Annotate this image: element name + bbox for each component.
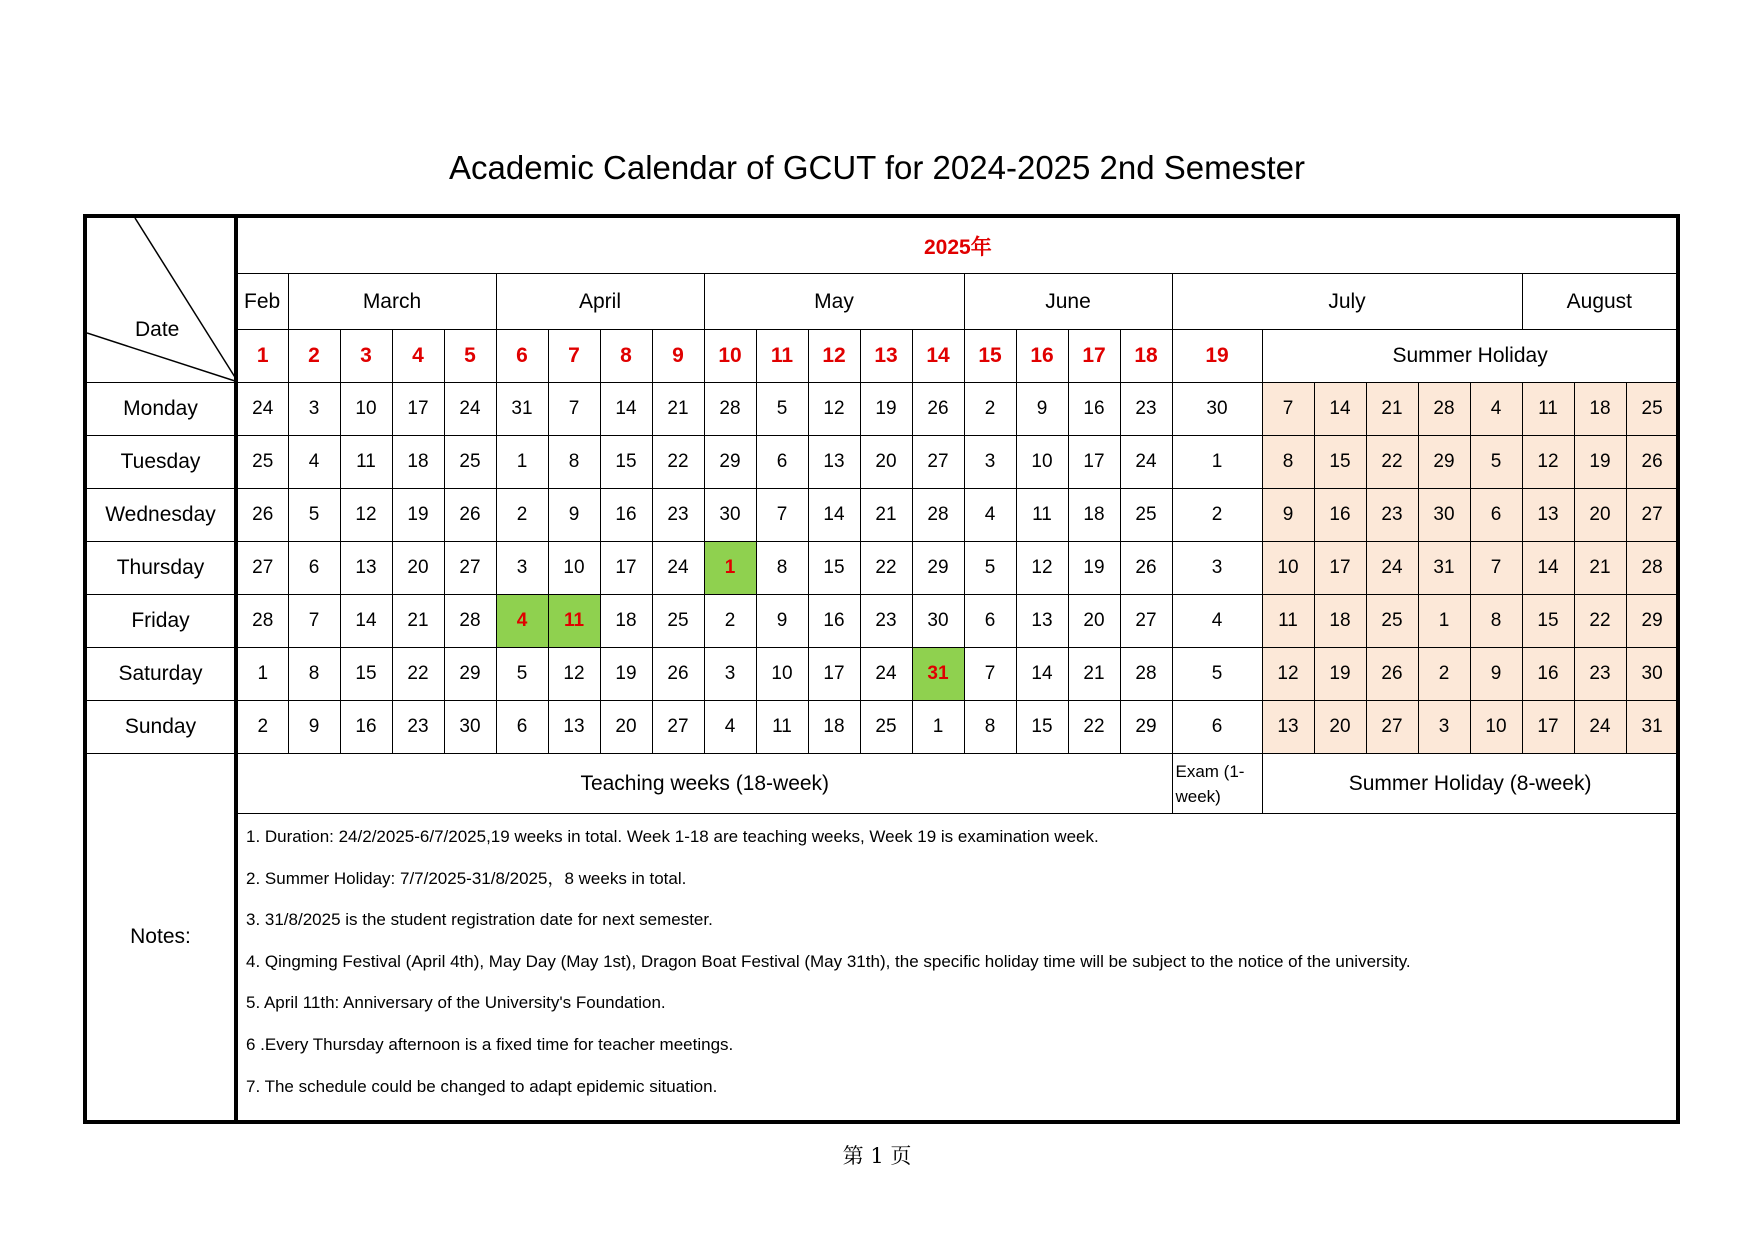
date-cell: 31 <box>1626 701 1678 754</box>
date-cell: 3 <box>964 436 1016 489</box>
date-cell: 16 <box>340 701 392 754</box>
date-cell: 2 <box>964 383 1016 436</box>
date-cell: 11 <box>340 436 392 489</box>
date-cell: 23 <box>1366 489 1418 542</box>
date-cell: 24 <box>652 542 704 595</box>
date-cell: 2 <box>236 701 288 754</box>
date-cell: 6 <box>288 542 340 595</box>
date-cell: 7 <box>548 383 600 436</box>
date-cell: 14 <box>340 595 392 648</box>
date-cell: 15 <box>1016 701 1068 754</box>
date-cell: 18 <box>808 701 860 754</box>
day-row-sunday <box>85 701 1678 754</box>
day-name: Monday <box>85 383 236 436</box>
date-cell: 21 <box>1068 648 1120 701</box>
week-number: 14 <box>912 330 964 383</box>
date-cell: 30 <box>444 701 496 754</box>
week-number: 8 <box>600 330 652 383</box>
day-row-friday <box>85 595 1678 648</box>
date-cell: 19 <box>392 489 444 542</box>
date-cell: 13 <box>340 542 392 595</box>
date-cell: 19 <box>1314 648 1366 701</box>
date-cell: 27 <box>912 436 964 489</box>
date-cell: 23 <box>860 595 912 648</box>
date-cell: 20 <box>860 436 912 489</box>
exam-week-label: Exam (1-week) <box>1172 754 1262 814</box>
date-cell: 23 <box>652 489 704 542</box>
date-cell: 17 <box>600 542 652 595</box>
date-cell: 22 <box>1366 436 1418 489</box>
date-cell: 26 <box>652 648 704 701</box>
date-cell: 25 <box>1120 489 1172 542</box>
date-cell: 26 <box>444 489 496 542</box>
date-cell: 6 <box>1172 701 1262 754</box>
date-cell: 8 <box>756 542 808 595</box>
week-number: 15 <box>964 330 1016 383</box>
date-cell: 4 <box>704 701 756 754</box>
date-corner-label: Date <box>135 318 180 341</box>
month-feb: Feb <box>236 274 288 330</box>
date-cell: 14 <box>600 383 652 436</box>
date-cell: 25 <box>444 436 496 489</box>
week-number: 5 <box>444 330 496 383</box>
date-cell: 27 <box>1120 595 1172 648</box>
date-cell: 25 <box>860 701 912 754</box>
date-cell: 16 <box>600 489 652 542</box>
note-item: 6 .Every Thursday afternoon is a fixed time for teacher meetings. <box>246 1034 734 1054</box>
date-cell: 2 <box>704 595 756 648</box>
date-cell: 14 <box>1016 648 1068 701</box>
day-row-wednesday <box>85 489 1678 542</box>
page-footer: 第 1 页 <box>842 1144 912 1168</box>
date-cell: 6 <box>756 436 808 489</box>
highlighted-date: 31 <box>927 663 949 684</box>
date-cell: 12 <box>548 648 600 701</box>
date-cell: 20 <box>1068 595 1120 648</box>
date-cell: 13 <box>548 701 600 754</box>
day-row-thursday <box>85 542 1678 595</box>
date-cell: 2 <box>1418 648 1470 701</box>
date-cell: 20 <box>1314 701 1366 754</box>
date-cell: 28 <box>912 489 964 542</box>
date-corner-header <box>85 216 236 383</box>
date-cell: 19 <box>1068 542 1120 595</box>
date-cell: 7 <box>1262 383 1314 436</box>
month-june: June <box>964 274 1172 330</box>
date-cell: 11 <box>1016 489 1068 542</box>
highlighted-date-cell <box>704 542 756 595</box>
day-name: Tuesday <box>85 436 236 489</box>
teaching-weeks-label: Teaching weeks (18-week) <box>236 754 1172 814</box>
week-number: 18 <box>1120 330 1172 383</box>
date-cell: 5 <box>288 489 340 542</box>
date-cell: 26 <box>1366 648 1418 701</box>
date-cell: 6 <box>1470 489 1522 542</box>
date-cell: 29 <box>912 542 964 595</box>
date-cell: 27 <box>652 701 704 754</box>
week-number: 10 <box>704 330 756 383</box>
date-cell: 8 <box>548 436 600 489</box>
date-cell: 13 <box>1262 701 1314 754</box>
date-cell: 5 <box>756 383 808 436</box>
date-cell: 7 <box>756 489 808 542</box>
day-name: Saturday <box>85 648 236 701</box>
date-cell: 28 <box>236 595 288 648</box>
date-cell: 7 <box>1470 542 1522 595</box>
date-cell: 7 <box>288 595 340 648</box>
date-cell: 17 <box>392 383 444 436</box>
date-cell: 22 <box>392 648 444 701</box>
date-cell: 8 <box>288 648 340 701</box>
diagonal-lines <box>87 218 236 382</box>
date-cell: 24 <box>860 648 912 701</box>
date-cell: 26 <box>1120 542 1172 595</box>
week-number: 2 <box>288 330 340 383</box>
highlighted-date: 1 <box>724 557 736 578</box>
date-cell: 22 <box>1068 701 1120 754</box>
highlighted-date-cell <box>912 648 964 701</box>
week-number: 17 <box>1068 330 1120 383</box>
date-cell: 10 <box>1470 701 1522 754</box>
notes-list <box>236 814 1678 1123</box>
week-number: 6 <box>496 330 548 383</box>
date-cell: 4 <box>1172 595 1262 648</box>
date-cell: 30 <box>912 595 964 648</box>
date-cell: 4 <box>288 436 340 489</box>
date-cell: 13 <box>1522 489 1574 542</box>
date-cell: 22 <box>1574 595 1626 648</box>
date-cell: 20 <box>392 542 444 595</box>
date-cell: 11 <box>756 701 808 754</box>
date-cell: 24 <box>1366 542 1418 595</box>
date-cell: 25 <box>236 436 288 489</box>
highlighted-date-cell <box>548 595 600 648</box>
date-cell: 26 <box>1626 436 1678 489</box>
date-cell: 23 <box>1120 383 1172 436</box>
date-cell: 10 <box>1016 436 1068 489</box>
date-cell: 25 <box>1366 595 1418 648</box>
date-cell: 3 <box>1418 701 1470 754</box>
date-cell: 29 <box>1418 436 1470 489</box>
date-cell: 6 <box>496 701 548 754</box>
day-row-saturday <box>85 648 1678 701</box>
date-cell: 5 <box>1470 436 1522 489</box>
date-cell: 18 <box>1314 595 1366 648</box>
date-cell: 2 <box>1172 489 1262 542</box>
date-cell: 28 <box>704 383 756 436</box>
date-cell: 5 <box>496 648 548 701</box>
date-cell: 8 <box>1470 595 1522 648</box>
date-cell: 9 <box>548 489 600 542</box>
date-cell: 30 <box>1172 383 1262 436</box>
date-cell: 21 <box>652 383 704 436</box>
highlighted-date: 4 <box>516 610 528 631</box>
date-cell: 8 <box>1262 436 1314 489</box>
highlighted-date: 11 <box>563 610 585 631</box>
date-cell: 17 <box>1522 701 1574 754</box>
date-cell: 28 <box>444 595 496 648</box>
date-cell: 9 <box>288 701 340 754</box>
date-cell: 30 <box>1418 489 1470 542</box>
date-cell: 11 <box>1262 595 1314 648</box>
day-row-tuesday <box>85 436 1678 489</box>
date-cell: 15 <box>808 542 860 595</box>
date-cell: 14 <box>1522 542 1574 595</box>
week-number: 11 <box>756 330 808 383</box>
date-cell: 3 <box>704 648 756 701</box>
month-april: April <box>496 274 704 330</box>
date-cell: 20 <box>1574 489 1626 542</box>
date-cell: 19 <box>1574 436 1626 489</box>
date-cell: 6 <box>964 595 1016 648</box>
note-item: 3. 31/8/2025 is the student registration date for next semester. <box>246 910 713 930</box>
date-cell: 15 <box>600 436 652 489</box>
date-cell: 18 <box>392 436 444 489</box>
date-cell: 27 <box>444 542 496 595</box>
date-cell: 16 <box>1522 648 1574 701</box>
date-cell: 9 <box>1016 383 1068 436</box>
date-cell: 25 <box>652 595 704 648</box>
date-cell: 1 <box>1172 436 1262 489</box>
date-cell: 12 <box>1522 436 1574 489</box>
date-cell: 5 <box>964 542 1016 595</box>
date-cell: 19 <box>860 383 912 436</box>
date-cell: 3 <box>288 383 340 436</box>
week-number: 4 <box>392 330 444 383</box>
date-cell: 26 <box>236 489 288 542</box>
date-cell: 17 <box>1314 542 1366 595</box>
date-cell: 21 <box>860 489 912 542</box>
date-cell: 23 <box>1574 648 1626 701</box>
date-cell: 20 <box>600 701 652 754</box>
date-cell: 18 <box>600 595 652 648</box>
date-cell: 18 <box>1068 489 1120 542</box>
year-header: 2025年 <box>236 216 1678 274</box>
date-cell: 24 <box>444 383 496 436</box>
day-name: Friday <box>85 595 236 648</box>
date-cell: 9 <box>756 595 808 648</box>
date-cell: 2 <box>496 489 548 542</box>
page-title: Academic Calendar of GCUT for 2024-2025 2nd Semester <box>448 149 1305 186</box>
month-march: March <box>288 274 496 330</box>
date-cell: 13 <box>1016 595 1068 648</box>
date-cell: 21 <box>1366 383 1418 436</box>
date-cell: 30 <box>704 489 756 542</box>
date-cell: 16 <box>808 595 860 648</box>
month-july: July <box>1172 274 1522 330</box>
note-item: 4. Qingming Festival (April 4th), May Day (May 1st), Dragon Boat Festival (May 31th), the specific holiday time will be subject to the notice of the university. <box>246 951 1411 971</box>
date-cell: 29 <box>1626 595 1678 648</box>
note-item: 5. April 11th: Anniversary of the University's Foundation. <box>246 993 666 1013</box>
day-name: Thursday <box>85 542 236 595</box>
date-cell: 4 <box>1470 383 1522 436</box>
date-cell: 12 <box>340 489 392 542</box>
date-cell: 1 <box>1418 595 1470 648</box>
date-cell: 5 <box>1172 648 1262 701</box>
date-cell: 31 <box>496 383 548 436</box>
summer-holiday-summary-label: Summer Holiday (8-week) <box>1262 754 1678 814</box>
week-number: 16 <box>1016 330 1068 383</box>
week-number: 7 <box>548 330 600 383</box>
date-cell: 12 <box>1262 648 1314 701</box>
date-cell: 28 <box>1418 383 1470 436</box>
week-number: 19 <box>1172 330 1262 383</box>
day-name: Sunday <box>85 701 236 754</box>
calendar-table <box>83 214 1680 1124</box>
date-cell: 24 <box>236 383 288 436</box>
date-cell: 3 <box>496 542 548 595</box>
date-cell: 21 <box>1574 542 1626 595</box>
date-cell: 29 <box>1120 701 1172 754</box>
month-august: August <box>1522 274 1678 330</box>
week-number: 13 <box>860 330 912 383</box>
date-cell: 16 <box>1068 383 1120 436</box>
date-cell: 15 <box>1314 436 1366 489</box>
date-cell: 10 <box>756 648 808 701</box>
day-name: Wednesday <box>85 489 236 542</box>
day-row-monday <box>85 383 1678 436</box>
date-cell: 10 <box>1262 542 1314 595</box>
week-number: 9 <box>652 330 704 383</box>
date-cell: 4 <box>964 489 1016 542</box>
date-cell: 12 <box>808 383 860 436</box>
date-cell: 25 <box>1626 383 1678 436</box>
date-cell: 27 <box>236 542 288 595</box>
date-cell: 22 <box>860 542 912 595</box>
date-cell: 14 <box>1314 383 1366 436</box>
date-cell: 11 <box>1522 383 1574 436</box>
date-cell: 1 <box>496 436 548 489</box>
date-cell: 24 <box>1120 436 1172 489</box>
date-cell: 30 <box>1626 648 1678 701</box>
date-cell: 27 <box>1366 701 1418 754</box>
date-cell: 29 <box>704 436 756 489</box>
date-cell: 9 <box>1470 648 1522 701</box>
date-cell: 9 <box>1262 489 1314 542</box>
date-cell: 18 <box>1574 383 1626 436</box>
date-cell: 7 <box>964 648 1016 701</box>
summer-holiday-header: Summer Holiday <box>1262 330 1678 383</box>
date-cell: 3 <box>1172 542 1262 595</box>
date-cell: 22 <box>652 436 704 489</box>
date-cell: 13 <box>808 436 860 489</box>
week-number: 3 <box>340 330 392 383</box>
date-cell: 15 <box>1522 595 1574 648</box>
note-item: 7. The schedule could be changed to adapt epidemic situation. <box>246 1076 718 1096</box>
week-number: 12 <box>808 330 860 383</box>
date-cell: 16 <box>1314 489 1366 542</box>
highlighted-date-cell <box>496 595 548 648</box>
date-cell: 27 <box>1626 489 1678 542</box>
date-cell: 1 <box>912 701 964 754</box>
note-item: 2. Summer Holiday: 7/7/2025-31/8/2025，8 weeks in total. <box>246 868 687 888</box>
date-cell: 15 <box>340 648 392 701</box>
date-cell: 21 <box>392 595 444 648</box>
date-cell: 8 <box>964 701 1016 754</box>
date-cell: 26 <box>912 383 964 436</box>
notes-label: Notes: <box>85 754 236 1123</box>
week-number: 1 <box>236 330 288 383</box>
date-cell: 14 <box>808 489 860 542</box>
date-cell: 29 <box>444 648 496 701</box>
date-cell: 17 <box>808 648 860 701</box>
date-cell: 23 <box>392 701 444 754</box>
date-cell: 10 <box>548 542 600 595</box>
date-cell: 28 <box>1120 648 1172 701</box>
date-cell: 24 <box>1574 701 1626 754</box>
date-cell: 1 <box>236 648 288 701</box>
note-item: 1. Duration: 24/2/2025-6/7/2025,19 weeks in total. Week 1-18 are teaching weeks, Week 19 is examination week. <box>246 827 1099 846</box>
date-cell: 17 <box>1068 436 1120 489</box>
date-cell: 19 <box>600 648 652 701</box>
date-cell: 12 <box>1016 542 1068 595</box>
date-cell: 28 <box>1626 542 1678 595</box>
date-cell: 31 <box>1418 542 1470 595</box>
month-may: May <box>704 274 964 330</box>
date-cell: 10 <box>340 383 392 436</box>
